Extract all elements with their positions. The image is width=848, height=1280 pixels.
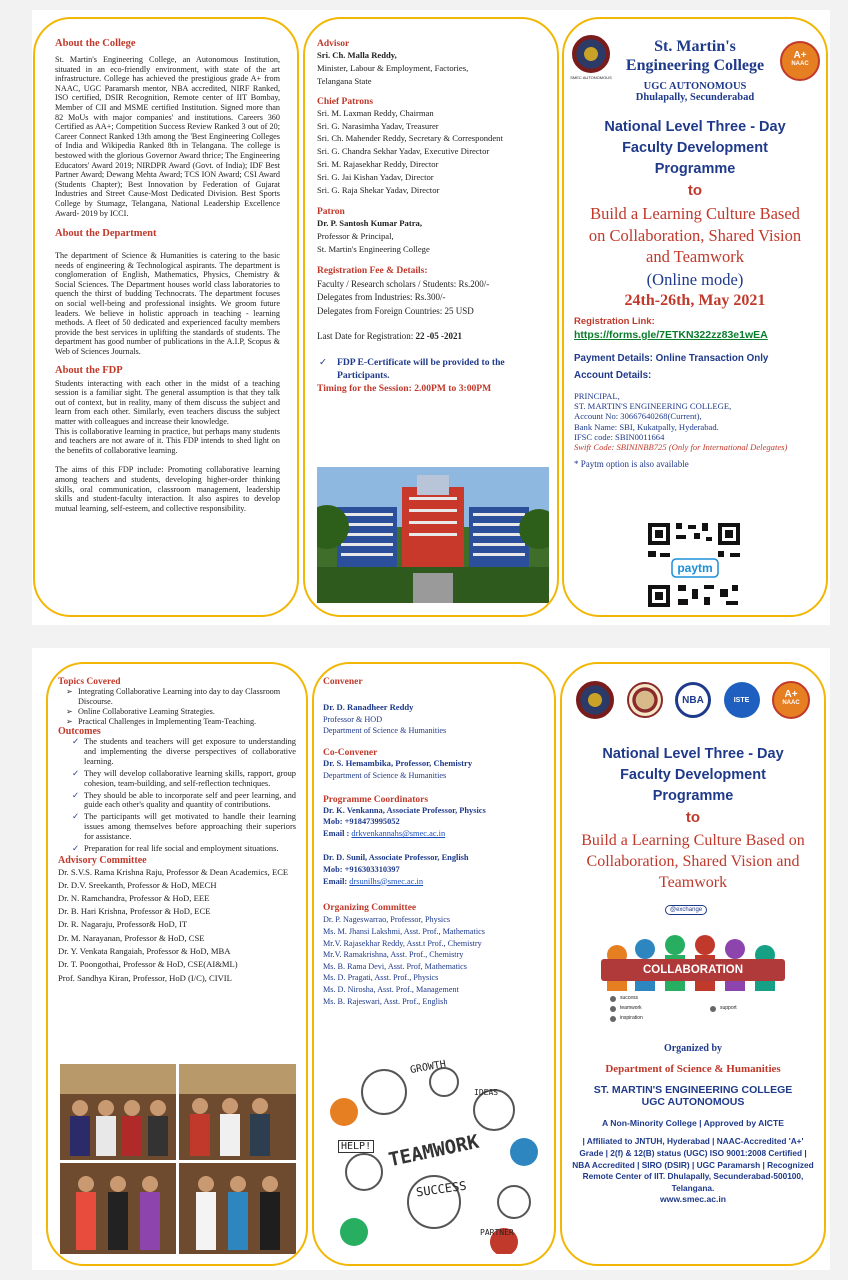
list-item: ✓ The students and teachers will get exposure to understanding and implementing the diverse perspectives of collaborative learning. [84, 737, 296, 766]
mode: (Online mode) [646, 269, 744, 289]
advisor-name: Sri. Ch. Malla Reddy, [317, 50, 397, 60]
last-date [317, 330, 547, 344]
patron-line: St. Martin's Engineering College [317, 243, 430, 254]
naac-label: NAAC [791, 61, 809, 67]
collab-item: support [720, 1005, 737, 1012]
teamwork-word: IDEAS [474, 1088, 499, 1097]
naac-label: NAAC [782, 700, 800, 706]
advisory-committee-heading: Advisory Committee [58, 855, 147, 867]
coordinator-2-email-row [323, 876, 544, 888]
coordinators-heading: Programme Coordinators [323, 794, 429, 805]
coordinator-2-name: Dr. D. Sunil, Associate Professor, English [323, 852, 469, 862]
panel-committee [312, 662, 556, 1266]
organizing-committee-heading: Organizing Committee [323, 903, 417, 914]
last-date-label: Last Date for Registration: [317, 331, 416, 342]
registration-link[interactable]: https://forms.gle/7ETKN322zz83e1wEA [574, 328, 768, 341]
collab-item: teamwork [620, 1005, 642, 1012]
teamwork-word: PARTNER [480, 1228, 514, 1237]
panel-front-cover [562, 17, 828, 617]
organizing-status: UGC AUTONOMOUS [641, 1096, 745, 1109]
co-convener-heading: Co-Convener [323, 748, 378, 759]
list-item: Ms. D. Pragati, Asst. Prof., Physics [323, 973, 439, 983]
list-item: ✓ They should be able to incorporate self and peer learning, and guide each other's quality and quantity of contributions. [84, 791, 296, 811]
iste-badge [724, 682, 760, 718]
convener-line: Professor & HOD [323, 714, 383, 724]
account-line: Account No: 30667640268(Current), [574, 411, 702, 422]
advisor-heading: Advisor [317, 39, 350, 49]
emblem-logo [627, 682, 663, 718]
fee-line: Faculty / Research scholars / Students: Rs.200/- [317, 278, 490, 289]
convener-heading: Convener [323, 677, 363, 687]
college-name-line2: Engineering College [625, 57, 765, 75]
collab-word: COLLABORATION [642, 964, 744, 977]
coordinator-1-name: Dr. K. Venkanna, Associate Professor, Physics [323, 805, 486, 815]
college-logo [576, 681, 614, 719]
panel-topics [46, 662, 308, 1266]
list-item: ✓ The participants will get motivated to handle their learning issues among themselves before approaching their superiors for assistance. [84, 812, 296, 841]
college-affiliations: | Affiliated to JNTUH, Hyderabad | NAAC-Accredited 'A+' Grade | 2(f) & 12(B) status (UGC) ISO 9001:2008 Certified | NBA Accredited | SIRO (DSIR) | UGC Paramarsh | Recognized Remote Center of IIT. Dhulapally, Secunderabad-500100, Telangana. [572, 1136, 814, 1193]
list-item: Ms. B. Rajeswari, Asst. Prof., English [323, 996, 448, 1006]
college-website[interactable]: www.smec.ac.in [659, 1194, 727, 1205]
reg-link-label: Registration Link: [574, 315, 655, 327]
iste-label: ISTE [733, 696, 750, 704]
teamwork-graphic [324, 1052, 546, 1254]
teamwork-word: HELP! [338, 1140, 374, 1153]
list-item: ✓ Preparation for real life social and employment situations. [84, 844, 296, 854]
list-item: ✓ They will develop collaborative learning skills, rapport, group cohesion, team-building, and self-reflection techniques. [84, 769, 296, 789]
about-college-heading: About the College [55, 38, 136, 49]
paytm-note: * Paytm option is also available [574, 458, 689, 469]
outcomes-heading: Outcomes [58, 726, 101, 738]
list-item: Dr. M. Narayanan, Professor & HoD, CSE [58, 932, 205, 943]
convener-line: Department of Science & Humanities [323, 725, 447, 735]
chief-patron: Sri. G. Chandra Sekhar Yadav, Executive Director [317, 146, 490, 157]
chief-patron: Sri. M. Rajasekhar Reddy, Director [317, 159, 439, 170]
coordinator-1-mobile: Mob: +918473995052 [323, 817, 400, 827]
coordinator-1-email-link[interactable]: drkvenkannahs@smec.ac.in [351, 829, 446, 839]
list-item: Dr. S.V.S. Rama Krishna Raju, Professor & Dean Academics, ECE [58, 867, 289, 878]
list-item: Dr. D.V. Sreekanth, Professor & HoD, MECH [58, 879, 217, 890]
list-item: Dr. Y. Venkata Rangaiah, Professor & HoD, MBA [58, 946, 231, 957]
coordinator-2-mobile: Mob: +916303310397 [323, 864, 400, 874]
about-fdp-p1: Students interacting with each other in the midst of a teaching session is a familiar sight. The general assumption is that they talk out of context, but in reality, many of them discuss the subject and learn from each other. Similarly, even teachers discuss the subject matter with colleagues and increase their knowledge. [55, 378, 280, 426]
list-item: Dr. B. Hari Krishna, Professor & HoD, ECE [58, 906, 211, 917]
list-item: Ms. D. Nirosha, Asst. Prof., Management [323, 985, 459, 995]
chief-patron: Sri. G. Raja Shekar Yadav, Director [317, 185, 440, 196]
teamwork-word: TEAMWORK [386, 1130, 481, 1172]
college-logo [572, 35, 610, 73]
event-photo-collage [60, 1064, 296, 1254]
coordinator-2-email-link[interactable]: drsunilhs@smec.ac.in [349, 876, 424, 886]
theme-title: Build a Learning Culture Based on Collaboration, Shared Vision and Teamwork [581, 832, 805, 892]
collab-item: inspiration [620, 1015, 643, 1022]
email-label: Email: [323, 876, 350, 886]
list-item: Ms. M. Jhansi Lakshmi, Asst. Prof., Mathematics [323, 926, 485, 936]
outcomes-list [58, 737, 296, 853]
organizing-department: Department of Science & Humanities [605, 1063, 781, 1076]
certificate-note [317, 356, 547, 384]
patron-line: Professor & Principal, [317, 230, 394, 241]
list-item: ➢ Online Collaborative Learning Strategies. [78, 707, 296, 717]
panel-patrons [303, 17, 559, 617]
panel-about [33, 17, 299, 617]
advisory-list [58, 866, 296, 985]
about-fdp-p3: The aims of this FDP include: Promoting collaborative learning among teachers and students, developing higher-order thinking skills, oral communication, classroom management, leadership skills and student-faculty interaction. It also aspires to develop mutual learning, self-esteem, and collective responsibility. [55, 465, 280, 513]
chief-patron: Sri. Ch. Mahender Reddy, Secretary & Correspondent [317, 133, 503, 144]
convener-name: Dr. D. Ranadheer Reddy [323, 702, 414, 712]
organized-by: Organized by [663, 1043, 723, 1055]
list-item: Dr. R. Nagaraju, Professor& HoD, IT [58, 919, 188, 930]
collab-item: success [620, 995, 639, 1002]
programme-title: National Level Three - Day Faculty Development Programme [602, 746, 784, 805]
teamwork-word: GROWTH [409, 1058, 447, 1077]
collab-tag: @exchange [665, 905, 707, 915]
co-convener-name: Dr. S. Hemambika, Professor, Chemistry [323, 758, 473, 769]
campus-photo [317, 467, 549, 603]
list-item: ➢ Practical Challenges in Implementing Team-Teaching. [78, 717, 296, 727]
advisor-line: Telangana State [317, 75, 372, 86]
payment-details: Payment Details: Online Transaction Only [574, 352, 769, 364]
timing-label: Timing for the Session: [317, 383, 415, 395]
naac-grade: A+ [793, 50, 807, 61]
college-status: UGC AUTONOMOUS [643, 81, 747, 93]
list-item: Mr.V. Ramakrishna, Asst. Prof., Chemistry [323, 950, 464, 960]
advisor-line: Minister, Labour & Employment, Factories, [317, 62, 469, 73]
email-label: Email : [323, 829, 352, 839]
swift-code: Swift Code: SBININBB725 (Only for International Delegates) [574, 442, 788, 453]
registration-heading: Registration Fee & Details: [317, 265, 428, 276]
list-item: ➢ Integrating Collaborative Learning into day to day Classroom Discourse. [78, 687, 296, 707]
account-lines [574, 391, 816, 443]
college-logo-caption: SMEC AUTONOMOUS [570, 75, 612, 80]
list-item: Mr.V. Rajasekhar Reddy, Asst.t Prof., Chemistry [323, 938, 482, 948]
teamwork-word: SUCCESS [415, 1178, 468, 1200]
to-label: to [687, 182, 703, 200]
chief-patron: Sri. M. Laxman Reddy, Chairman [317, 107, 434, 118]
fee-line: Delegates from Foreign Countries: 25 USD [317, 305, 474, 316]
list-item: Prof. Sandhya Kiran, Professor, HoD (I/C), CIVIL [58, 972, 232, 983]
account-line: Bank Name: SBI, Kukatpally, Hyderabad. [574, 421, 719, 432]
about-department-heading: About the Department [55, 228, 157, 240]
topics-list [58, 687, 296, 726]
certificate-text: FDP E-Certificate will be provided to the Participants. [337, 356, 505, 382]
last-date-value: 22 -05 -2021 [415, 331, 462, 342]
about-fdp-heading: About the FDP [55, 364, 123, 376]
coordinator-1-email-row [323, 828, 544, 840]
college-name-line1: St. Martin's [654, 38, 736, 55]
topics-heading: Topics Covered [58, 677, 121, 687]
patron-name: Dr. P. Santosh Kumar Patra, [317, 217, 422, 228]
list-item: Dr. N. Ramchandra, Professor & HoD, EEE [58, 892, 210, 903]
fee-line: Delegates from Industries: Rs.300/- [317, 292, 446, 303]
naac-badge [772, 681, 810, 719]
account-line: ST. MARTIN'S ENGINEERING COLLEGE, [574, 401, 732, 412]
campus-illustration [317, 467, 549, 603]
session-timing [317, 383, 547, 394]
theme-title: Build a Learning Culture Based on Collaboration, Shared Vision and Teamwork [588, 204, 802, 267]
to-label: to [685, 809, 701, 827]
college-minority: A Non-Minority College | Approved by AICTE [602, 1118, 784, 1129]
account-details-label: Account Details: [574, 369, 652, 381]
list-item: Dr. P. Nageswarrao, Professor, Physics [323, 915, 451, 925]
chief-patron: Sri. G. Jai Kishan Yadav, Director [317, 172, 434, 183]
list-item: Dr. T. Poongothai, Professor & HoD, CSE(AI&ML) [58, 959, 238, 970]
co-convener-line: Department of Science & Humanities [323, 770, 447, 780]
paytm-logo: paytm [677, 561, 713, 575]
account-line: IFSC code: SBIN0011664 [574, 431, 665, 442]
logo-row [568, 672, 818, 722]
brochure-front-sheet [32, 10, 830, 625]
about-department-text: The department of Science & Humanities is catering to the basic needs of engineering & Technological aspirants. The department is conglomeration of English, Mathematics, Physics, Chemistry & Social Sciences. The Department houses world class laboratories to quench the thirst of budding Technocrats. The department focuses on social well-being and professional insights. We groom future leaders. We believe in holistic approach in teaching - learning methods. A fleet of 50 dedicated and experienced faculty members provide the best services in uplifting the standards of students. The department has good number of publications in the A.I.P, Scopus & Web of Sciences Journals. [55, 251, 280, 357]
naac-grade: A+ [784, 689, 798, 700]
organizing-list [323, 914, 544, 1007]
panel-back-cover [560, 662, 826, 1266]
event-photo [60, 1064, 296, 1254]
patron-heading: Patron [317, 206, 345, 217]
check-icon: ✓ [319, 356, 328, 368]
chief-patrons-heading: Chief Patrons [317, 96, 374, 107]
chief-patron: Sri. G. Narasimha Yadav, Treasurer [317, 120, 439, 131]
naac-badge [780, 41, 820, 81]
account-line: PRINCIPAL, [574, 390, 620, 401]
collaboration-graphic [593, 905, 793, 1025]
brochure-back-sheet [32, 648, 830, 1270]
nba-label: NBA [682, 694, 704, 706]
organizing-college: ST. MARTIN'S ENGINEERING COLLEGE [593, 1084, 793, 1097]
about-college-text: St. Martin's Engineering College, an Autonomous Institution, situated in an eco-friendly environment, with state of the art infrastructure. College has achieved the prestigious grade A+ from NAAC, UGC Paramarsh mentor, NBA accredited, NIRF Ranked, ISO certified, DSIR Recognition, Remote center of IIT Bombay, Member of CII and MSME certified Institution. Signed more than 82 MoUs with major companies' and institutions. Careers 360 Certified as AA+; Competition Success Review Ranked 3 out of 20; Career Connect Ranked 13th among the 'Best Engineering Colleges of India and Wikipedia Ranked 8th in Telangana. The college is bestowed with the glorious Governor Award thrice; The Engineering Educators' Award 2019; NIRDPR Award (Govt. of India); IDF Best Partner Award; Dewang Mehta Award; TCS ION Award; CSI Award (Students Chapter); Best Innovation by Federation of Gujarat Industries and Street Cause-Most Dedicated Division. Best Sports College by Stumagz, Telangana, National Leadership Excellence Award- 2019 by ICCI. [55, 55, 280, 218]
list-item: Ms. B. Rama Devi, Asst. Prof, Mathematics [323, 961, 467, 971]
programme-dates: 24th-26th, May 2021 [624, 291, 766, 309]
qr-code [644, 519, 744, 611]
nba-badge [675, 682, 711, 718]
college-location: Dhulapally, Secunderabad [635, 92, 755, 104]
about-fdp-p2: This is collaborative learning in practice, but perhaps many students and teachers are not aware of it. This FDP intends to shed light on the benefits of collaborative learning. [55, 426, 280, 455]
programme-title: National Level Three - Day Faculty Development Programme [604, 119, 786, 178]
timing-value: 2.00PM to 3:00PM [414, 383, 492, 395]
